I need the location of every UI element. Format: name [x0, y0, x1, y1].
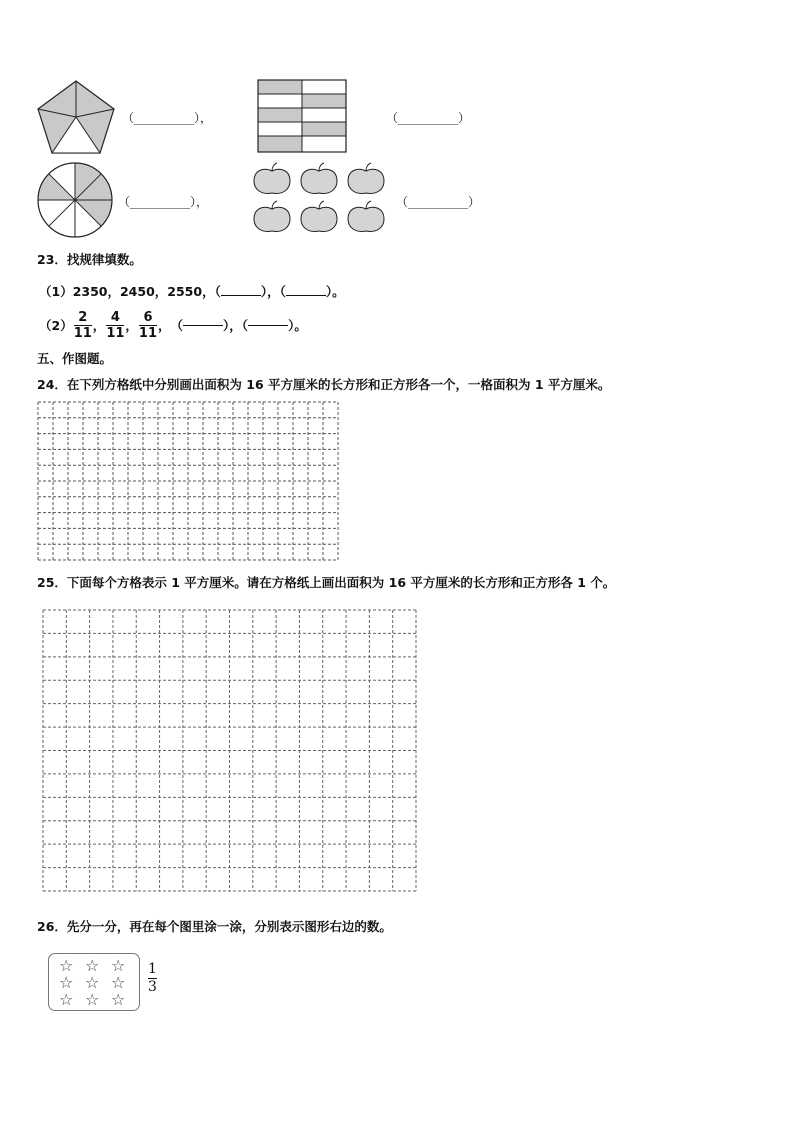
q24-title: 24．在下列方格纸中分别画出面积为 16 平方厘米的长方形和正方形各一个，一格面积为 1 平方厘米。	[37, 377, 611, 392]
apple-icon	[301, 163, 337, 193]
q23-part2-blank-1[interactable]	[183, 325, 223, 326]
star-icon: ☆	[85, 973, 100, 992]
apple-icon	[301, 201, 337, 231]
star-icon: ☆	[59, 990, 74, 1009]
apples-answer-blank[interactable]: （__________）	[396, 195, 481, 209]
star-icon: ☆	[59, 973, 74, 992]
q25-title: 25．下面每个方格表示 1 平方厘米。请在方格纸上画出面积为 16 平方厘米的长方形和正方形各 1 个。	[37, 575, 616, 590]
pentagon-figure	[36, 79, 120, 157]
q24-grid-paper[interactable]	[37, 401, 339, 561]
apple-icon	[348, 163, 384, 193]
star-box[interactable]	[48, 953, 140, 1011]
circle-figure	[36, 161, 116, 241]
section-5-title: 五、作图题。	[37, 351, 113, 366]
star-icon: ☆	[111, 973, 126, 992]
apple-icon	[254, 201, 290, 231]
star-icon: ☆	[59, 956, 74, 975]
star-icon: ☆	[85, 990, 100, 1009]
q23-part1: （1）2350，2450，2550，（ ），（ ）。	[39, 284, 345, 299]
q25-grid-paper[interactable]	[42, 609, 417, 892]
apples-figure	[252, 163, 392, 239]
fraction-1-3: $\frac{1}{3}$	[148, 961, 157, 995]
star-icon: ☆	[85, 956, 100, 975]
q26-title: 26．先分一分，再在每个图里涂一涂，分别表示图形右边的数。	[37, 919, 392, 934]
star-icon: ☆	[111, 956, 126, 975]
star-icon: ☆	[111, 990, 126, 1009]
fraction-6-11: $\frac{6}{11}$	[138, 309, 158, 341]
fraction-2-11: $\frac{2}{11}$	[73, 309, 92, 341]
q23-title: 23．找规律填数。	[37, 252, 142, 267]
pentagon-answer-blank[interactable]: （__________），	[122, 111, 213, 125]
apple-icon	[254, 163, 290, 193]
q23-part1-blank-1[interactable]	[221, 295, 261, 296]
fraction-4-11: $\frac{4}{11}$	[106, 309, 125, 341]
q23-part1-blank-2[interactable]	[286, 295, 326, 296]
rectangle-answer-blank[interactable]: （__________）	[386, 111, 471, 125]
circle-answer-blank[interactable]: （__________），	[118, 195, 209, 209]
q23-part2-blank-2[interactable]	[248, 325, 288, 326]
apple-icon	[348, 201, 384, 231]
rectangle-grid-figure	[257, 79, 349, 155]
q23-part2: （2） $\frac{2}{11}$ ， $\frac{4}{11}$ ， $\frac{6}{11}$ ， （ ），（ ）。	[39, 309, 307, 341]
